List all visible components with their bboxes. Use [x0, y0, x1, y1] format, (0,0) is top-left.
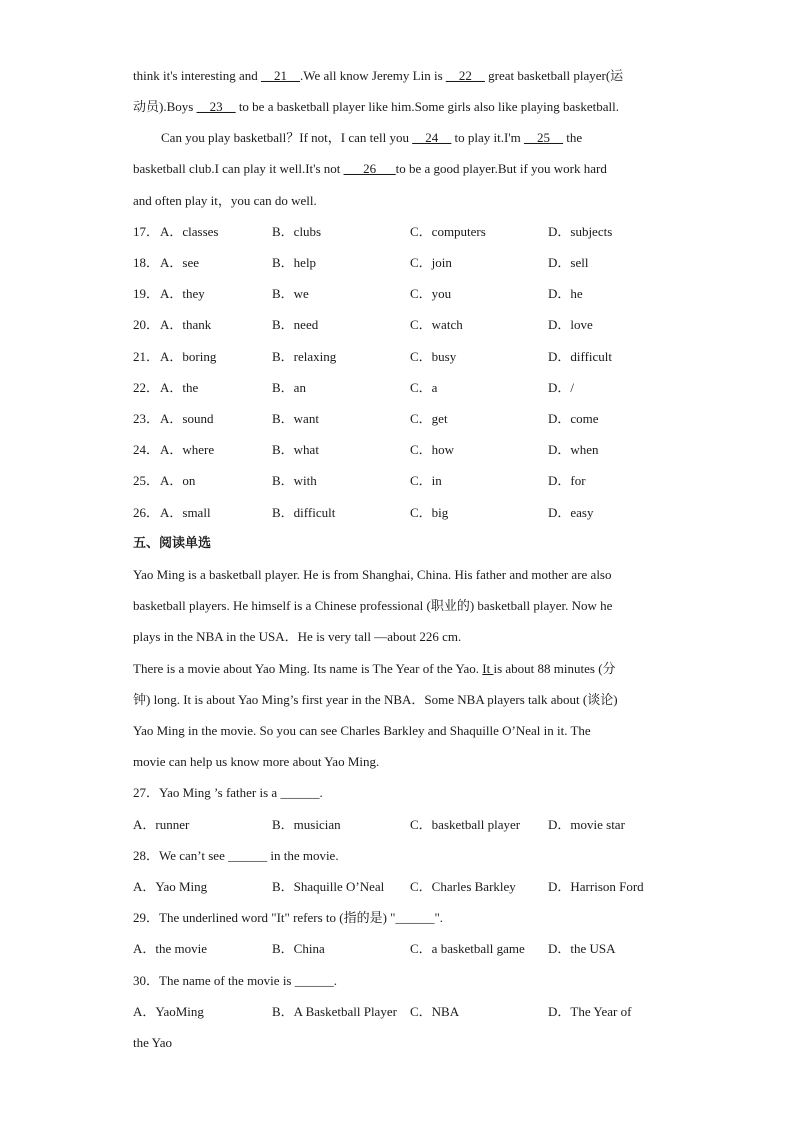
option-b: B．relaxing	[272, 349, 337, 364]
option-d: D．come	[548, 411, 599, 426]
question-number: 21．	[133, 349, 160, 364]
passage-line-3	[161, 130, 582, 146]
option-c: C．watch	[410, 317, 463, 332]
option-a: A．on	[160, 473, 196, 488]
question-stem: 30．The name of the movie is ______.	[133, 973, 337, 988]
question-number: 18．	[133, 255, 160, 270]
text: to be a good player.But if you work hard	[395, 161, 607, 176]
option-d: D．subjects	[548, 224, 613, 239]
text: to play it.I'm	[451, 130, 525, 145]
question-number: 17．	[133, 224, 160, 239]
option-b: B．musician	[272, 817, 341, 832]
option-b: B．we	[272, 286, 309, 301]
option-d: D．difficult	[548, 349, 613, 364]
question-number: 24．	[133, 442, 160, 457]
text: to be a basketball player like him.Some girls also like playing basketball.	[235, 99, 619, 114]
option-d: D．movie star	[548, 817, 625, 832]
option-a: A．YaoMing	[133, 1004, 204, 1019]
reading-line-7: movie can help us know more about Yao Ming.	[133, 754, 380, 769]
text: Can you play basketball？If not，I can tell you	[161, 130, 413, 145]
question-stem: 28．We can’t see ______ in the movie.	[133, 848, 339, 863]
option-c: C．you	[410, 286, 452, 301]
text: basketball club.I can play it well.It's not	[133, 161, 344, 176]
option-b: B．an	[272, 380, 306, 395]
option-d: D．sell	[548, 255, 589, 270]
blank-24: __24__	[412, 130, 452, 145]
text: 动员).Boys	[133, 99, 197, 114]
reading-line-6: Yao Ming in the movie. So you can see Charles Barkley and Shaquille O’Neal in it. The	[133, 723, 591, 738]
option-d: D．he	[548, 286, 583, 301]
option-b: B．need	[272, 317, 319, 332]
reading-line-1: Yao Ming is a basketball player. He is from Shanghai, China. His father and mother are also	[133, 567, 612, 582]
question-number: 23．	[133, 411, 160, 426]
option-d: D．the USA	[548, 941, 616, 956]
question-number: 20．	[133, 317, 160, 332]
reading-line-5: 钟) long. It is about Yao Ming’s first year in the NBA．Some NBA players talk about (谈论)	[133, 692, 618, 707]
option-c: C．in	[410, 473, 442, 488]
passage-line-1	[133, 68, 623, 84]
option-c: C．basketball player	[410, 817, 521, 832]
option-d: D．The Year of	[548, 1004, 632, 1019]
underlined-it: It	[482, 661, 494, 676]
option-a: A．classes	[160, 224, 219, 239]
reading-line-2: basketball players. He himself is a Chinese professional (职业的) basketball player. Now he	[133, 598, 613, 613]
blank-25: __25__	[524, 130, 564, 145]
option-a: A．thank	[160, 317, 212, 332]
passage-line-4	[133, 161, 607, 177]
option-d-continued: the Yao	[133, 1035, 173, 1050]
option-d: D．love	[548, 317, 593, 332]
option-a: A．boring	[160, 349, 217, 364]
option-d: D．/	[548, 380, 575, 395]
text: great basketball player(运	[484, 68, 624, 83]
option-b: B．A Basketball Player	[272, 1004, 397, 1019]
passage-line-2	[133, 99, 619, 115]
option-d: D．Harrison Ford	[548, 879, 644, 894]
option-d: D．easy	[548, 505, 594, 520]
option-c: C．how	[410, 442, 455, 457]
text: There is a movie about Yao Ming. Its name is The Year of the Yao.	[133, 661, 483, 676]
option-a: A．Yao Ming	[133, 879, 208, 894]
option-b: B．China	[272, 941, 325, 956]
option-b: B．want	[272, 411, 319, 426]
option-c: C．Charles Barkley	[410, 879, 516, 894]
option-c: C．computers	[410, 224, 486, 239]
option-a: A．sound	[160, 411, 214, 426]
blank-23: __23__	[196, 99, 236, 114]
reading-line-4	[133, 661, 616, 677]
option-a: A．runner	[133, 817, 190, 832]
blank-26: ___26___	[343, 161, 396, 176]
section-heading: 五、阅读单选	[133, 536, 212, 551]
option-b: B．clubs	[272, 224, 322, 239]
question-number: 22．	[133, 380, 160, 395]
option-a: A．the movie	[133, 941, 208, 956]
option-a: A．see	[160, 255, 199, 270]
option-a: A．where	[160, 442, 215, 457]
option-c: C．a	[410, 380, 438, 395]
question-stem: 27．Yao Ming ’s father is a ______.	[133, 785, 323, 800]
option-c: C．a basketball game	[410, 941, 525, 956]
passage-line-5: and often play it，you can do well.	[133, 193, 317, 208]
question-number: 26．	[133, 505, 160, 520]
option-c: C．big	[410, 505, 449, 520]
text: is about 88 minutes (分	[493, 661, 616, 676]
option-d: D．when	[548, 442, 599, 457]
text: the	[563, 130, 583, 145]
question-number: 19．	[133, 286, 160, 301]
option-d: D．for	[548, 473, 586, 488]
option-b: B．Shaquille O’Neal	[272, 879, 385, 894]
reading-line-3: plays in the NBA in the USA．He is very tall —about 226 cm.	[133, 629, 462, 644]
option-b: B．what	[272, 442, 319, 457]
question-stem: 29．The underlined word "It" refers to (指的是) "______".	[133, 910, 444, 925]
option-a: A．the	[160, 380, 199, 395]
text: think it's interesting and	[133, 68, 261, 83]
question-number: 25．	[133, 473, 160, 488]
option-b: B．help	[272, 255, 317, 270]
option-b: B．with	[272, 473, 317, 488]
text: .We all know Jeremy Lin is	[300, 68, 446, 83]
option-c: C．join	[410, 255, 452, 270]
option-a: A．they	[160, 286, 205, 301]
option-b: B．difficult	[272, 505, 336, 520]
option-a: A．small	[160, 505, 211, 520]
blank-21: __21__	[261, 68, 300, 83]
blank-22: __22__	[445, 68, 485, 83]
option-c: C．NBA	[410, 1004, 460, 1019]
option-c: C．get	[410, 411, 448, 426]
option-c: C．busy	[410, 349, 457, 364]
